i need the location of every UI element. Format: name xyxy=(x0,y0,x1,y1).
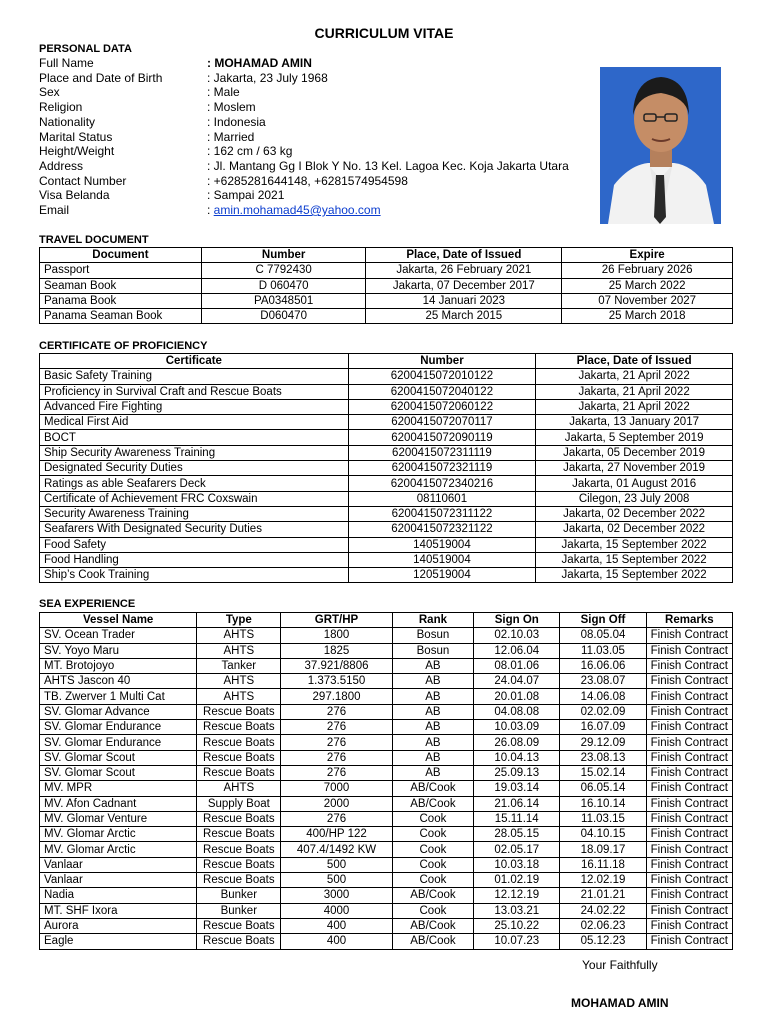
table-cell: Rescue Boats xyxy=(197,873,281,888)
table-cell: Finish Contract xyxy=(646,689,732,704)
table-row xyxy=(40,674,733,689)
table-cell: Finish Contract xyxy=(646,918,732,933)
table-row xyxy=(40,399,733,414)
table-cell: Seaman Book xyxy=(40,278,202,293)
table-cell: 1825 xyxy=(281,643,392,658)
table-cell: 6200415072321119 xyxy=(348,461,536,476)
table-cell: 25.10.22 xyxy=(474,918,560,933)
sea-experience-table xyxy=(39,612,733,950)
table-cell: 6200415072321122 xyxy=(348,522,536,537)
field-value: : Jl. Mantang Gg I Blok Y No. 13 Kel. Lagoa Kec. Koja Jakarta Utara xyxy=(207,158,569,173)
table-cell: Finish Contract xyxy=(646,704,732,719)
table-cell: Jakarta, 07 December 2017 xyxy=(366,278,562,293)
field-value: : 162 cm / 63 kg xyxy=(207,144,293,159)
table-cell: 11.03.05 xyxy=(560,643,646,658)
table-cell: 06.05.14 xyxy=(560,781,646,796)
table-cell: 21.06.14 xyxy=(474,796,560,811)
table-row xyxy=(40,476,733,491)
table-cell: 12.06.04 xyxy=(474,643,560,658)
table-cell: SV. Glomar Endurance xyxy=(40,735,197,750)
table-cell: Vanlaar xyxy=(40,873,197,888)
table-cell: Finish Contract xyxy=(646,796,732,811)
table-cell: 02.06.23 xyxy=(560,918,646,933)
table-cell: 140519004 xyxy=(348,552,536,567)
table-cell: Rescue Boats xyxy=(197,934,281,949)
table-cell: 297.1800 xyxy=(281,689,392,704)
table-cell: Finish Contract xyxy=(646,750,732,765)
table-cell: 16.10.14 xyxy=(560,796,646,811)
table-row xyxy=(40,552,733,567)
table-cell: Rescue Boats xyxy=(197,765,281,780)
table-cell: Rescue Boats xyxy=(197,842,281,857)
table-cell: 04.08.08 xyxy=(474,704,560,719)
table-cell: 24.02.22 xyxy=(560,903,646,918)
table-row xyxy=(40,934,733,949)
table-cell: AB/Cook xyxy=(392,888,473,903)
table-row xyxy=(40,506,733,521)
table-cell: 25.09.13 xyxy=(474,765,560,780)
table-cell: MV. Afon Cadnant xyxy=(40,796,197,811)
field-value: : Jakarta, 23 July 1968 xyxy=(207,70,328,85)
table-cell: 1.373.5150 xyxy=(281,674,392,689)
table-cell: Jakarta, 02 December 2022 xyxy=(536,522,733,537)
table-cell: Basic Safety Training xyxy=(40,369,349,384)
table-cell: AB/Cook xyxy=(392,781,473,796)
table-cell: Finish Contract xyxy=(646,934,732,949)
table-cell: Rescue Boats xyxy=(197,750,281,765)
table-cell: Rescue Boats xyxy=(197,857,281,872)
table-cell: Rescue Boats xyxy=(197,811,281,826)
table-cell: Finish Contract xyxy=(646,811,732,826)
column-header: Remarks xyxy=(646,613,732,628)
table-cell: 08.01.06 xyxy=(474,658,560,673)
table-cell: 25 March 2022 xyxy=(562,278,733,293)
table-cell: 10.04.13 xyxy=(474,750,560,765)
table-cell: Jakarta, 02 December 2022 xyxy=(536,506,733,521)
table-cell: Medical First Aid xyxy=(40,415,349,430)
table-cell: Panama Seaman Book xyxy=(40,309,202,324)
table-row xyxy=(40,293,733,308)
table-cell: Jakarta, 15 September 2022 xyxy=(536,568,733,583)
table-cell: SV. Ocean Trader xyxy=(40,628,197,643)
table-cell: 10.03.09 xyxy=(474,720,560,735)
table-row xyxy=(40,658,733,673)
table-cell: SV. Glomar Advance xyxy=(40,704,197,719)
table-cell: 3000 xyxy=(281,888,392,903)
table-cell: Bosun xyxy=(392,643,473,658)
table-row xyxy=(40,415,733,430)
table-cell: AHTS xyxy=(197,689,281,704)
table-row xyxy=(40,735,733,750)
table-cell: BOCT xyxy=(40,430,349,445)
field-value: : Male xyxy=(207,85,240,100)
table-cell: 20.01.08 xyxy=(474,689,560,704)
table-cell: Finish Contract xyxy=(646,842,732,857)
table-cell: SV. Glomar Endurance xyxy=(40,720,197,735)
table-cell: Certificate of Achievement FRC Coxswain xyxy=(40,491,349,506)
table-cell: 07 November 2027 xyxy=(562,293,733,308)
table-cell: AB xyxy=(392,689,473,704)
table-cell: 2000 xyxy=(281,796,392,811)
column-header: Place, Date of Issued xyxy=(536,354,733,369)
table-cell: Ship Security Awareness Training xyxy=(40,445,349,460)
table-cell: Proficiency in Survival Craft and Rescue Boats xyxy=(40,384,349,399)
signature-name: MOHAMAD AMIN xyxy=(571,996,669,1010)
table-cell: Cook xyxy=(392,857,473,872)
table-cell: SV. Yoyo Maru xyxy=(40,643,197,658)
table-cell: 26.08.09 xyxy=(474,735,560,750)
column-header: Document xyxy=(40,248,202,263)
table-cell: Panama Book xyxy=(40,293,202,308)
table-cell: 10.03.18 xyxy=(474,857,560,872)
table-cell: AB xyxy=(392,658,473,673)
table-header-row xyxy=(40,248,733,263)
table-cell: Food Safety xyxy=(40,537,349,552)
sea-experience-heading: SEA EXPERIENCE xyxy=(39,598,136,610)
table-cell: Vanlaar xyxy=(40,857,197,872)
table-cell: Tanker xyxy=(197,658,281,673)
table-cell: 02.02.09 xyxy=(560,704,646,719)
table-cell: Jakarta, 21 April 2022 xyxy=(536,399,733,414)
table-cell: Ratings as able Seafarers Deck xyxy=(40,476,349,491)
table-cell: 37.921/8806 xyxy=(281,658,392,673)
table-cell: 02.05.17 xyxy=(474,842,560,857)
table-cell: 23.08.07 xyxy=(560,674,646,689)
table-cell: 29.12.09 xyxy=(560,735,646,750)
table-row xyxy=(40,888,733,903)
table-cell: 500 xyxy=(281,873,392,888)
table-cell: Bosun xyxy=(392,628,473,643)
table-cell: 140519004 xyxy=(348,537,536,552)
table-cell: 276 xyxy=(281,720,392,735)
table-cell: AB xyxy=(392,704,473,719)
table-cell: Bunker xyxy=(197,903,281,918)
table-cell: 276 xyxy=(281,735,392,750)
field-label: Visa Belanda xyxy=(39,188,110,203)
table-cell: MV. Glomar Venture xyxy=(40,811,197,826)
table-cell: 276 xyxy=(281,811,392,826)
table-cell: TB. Zwerver 1 Multi Cat xyxy=(40,689,197,704)
table-cell: Advanced Fire Fighting xyxy=(40,399,349,414)
table-cell: 4000 xyxy=(281,903,392,918)
table-row xyxy=(40,689,733,704)
table-cell: Jakarta, 26 February 2021 xyxy=(366,263,562,278)
table-cell: Designated Security Duties xyxy=(40,461,349,476)
table-row xyxy=(40,445,733,460)
table-cell: Rescue Boats xyxy=(197,918,281,933)
table-cell: AHTS xyxy=(197,674,281,689)
table-cell: 25 March 2018 xyxy=(562,309,733,324)
table-cell: 120519004 xyxy=(348,568,536,583)
email-link[interactable]: amin.mohamad45@yahoo.com xyxy=(213,203,381,217)
table-row xyxy=(40,491,733,506)
table-cell: SV. Glomar Scout xyxy=(40,765,197,780)
table-cell: Jakarta, 05 December 2019 xyxy=(536,445,733,460)
table-cell: Finish Contract xyxy=(646,720,732,735)
table-cell: Rescue Boats xyxy=(197,735,281,750)
table-header-row xyxy=(40,354,733,369)
table-cell: 400/HP 122 xyxy=(281,827,392,842)
table-cell: Rescue Boats xyxy=(197,827,281,842)
table-cell: Jakarta, 15 September 2022 xyxy=(536,552,733,567)
table-cell: Jakarta, 01 August 2016 xyxy=(536,476,733,491)
table-cell: 12.02.19 xyxy=(560,873,646,888)
table-row xyxy=(40,309,733,324)
column-header: Number xyxy=(348,354,536,369)
table-cell: AB/Cook xyxy=(392,796,473,811)
table-cell: D 060470 xyxy=(201,278,366,293)
table-cell: Cook xyxy=(392,811,473,826)
table-cell: Finish Contract xyxy=(646,903,732,918)
table-cell: D060470 xyxy=(201,309,366,324)
document-title: CURRICULUM VITAE xyxy=(314,25,454,41)
table-cell: MT. Brotojoyo xyxy=(40,658,197,673)
field-value: : Married xyxy=(207,129,255,144)
table-cell: Cilegon, 23 July 2008 xyxy=(536,491,733,506)
table-row xyxy=(40,842,733,857)
column-header: Rank xyxy=(392,613,473,628)
table-row xyxy=(40,384,733,399)
table-cell: 18.09.17 xyxy=(560,842,646,857)
table-row xyxy=(40,857,733,872)
table-cell: 08110601 xyxy=(348,491,536,506)
table-cell: MV. MPR xyxy=(40,781,197,796)
column-header: Type xyxy=(197,613,281,628)
table-cell: Food Handling xyxy=(40,552,349,567)
table-cell: 6200415072070117 xyxy=(348,415,536,430)
table-cell: Cook xyxy=(392,842,473,857)
table-cell: 15.02.14 xyxy=(560,765,646,780)
column-header: Vessel Name xyxy=(40,613,197,628)
table-cell: 400 xyxy=(281,934,392,949)
table-cell: 08.05.04 xyxy=(560,628,646,643)
table-cell: 14 Januari 2023 xyxy=(366,293,562,308)
column-header: Sign Off xyxy=(560,613,646,628)
table-row xyxy=(40,720,733,735)
table-cell: AB xyxy=(392,674,473,689)
table-cell: MV. Glomar Arctic xyxy=(40,827,197,842)
table-cell: Finish Contract xyxy=(646,781,732,796)
table-cell: 26 February 2026 xyxy=(562,263,733,278)
table-cell: Eagle xyxy=(40,934,197,949)
field-label: Address xyxy=(39,158,84,173)
table-cell: 7000 xyxy=(281,781,392,796)
table-cell: Rescue Boats xyxy=(197,704,281,719)
table-row xyxy=(40,811,733,826)
table-row xyxy=(40,369,733,384)
travel-document-heading: TRAVEL DOCUMENT xyxy=(39,234,149,246)
table-cell: 05.12.23 xyxy=(560,934,646,949)
table-cell: 21.01.21 xyxy=(560,888,646,903)
table-cell: 10.07.23 xyxy=(474,934,560,949)
table-row xyxy=(40,461,733,476)
table-cell: Security Awareness Training xyxy=(40,506,349,521)
table-cell: 16.11.18 xyxy=(560,857,646,872)
table-cell: 6200415072311122 xyxy=(348,506,536,521)
field-label: Religion xyxy=(39,100,83,115)
table-cell: Finish Contract xyxy=(646,643,732,658)
table-cell: AB/Cook xyxy=(392,918,473,933)
certificate-heading: CERTIFICATE OF PROFICIENCY xyxy=(39,340,208,352)
field-label: Nationality xyxy=(39,114,96,129)
table-cell: 276 xyxy=(281,704,392,719)
table-cell: SV. Glomar Scout xyxy=(40,750,197,765)
table-row xyxy=(40,781,733,796)
table-row xyxy=(40,796,733,811)
table-cell: AB/Cook xyxy=(392,934,473,949)
column-header: Number xyxy=(201,248,366,263)
table-cell: 25 March 2015 xyxy=(366,309,562,324)
table-cell: 400 xyxy=(281,918,392,933)
table-cell: MV. Glomar Arctic xyxy=(40,842,197,857)
table-cell: 24.04.07 xyxy=(474,674,560,689)
table-header-row xyxy=(40,613,733,628)
field-value: : Moslem xyxy=(207,100,256,115)
table-cell: 01.02.19 xyxy=(474,873,560,888)
field-label: Sex xyxy=(39,85,60,100)
table-cell: Finish Contract xyxy=(646,827,732,842)
table-cell: Finish Contract xyxy=(646,765,732,780)
email-value xyxy=(207,203,381,218)
column-header: Sign On xyxy=(474,613,560,628)
table-cell: 500 xyxy=(281,857,392,872)
table-row xyxy=(40,765,733,780)
table-cell: AHTS Jascon 40 xyxy=(40,674,197,689)
table-cell: Supply Boat xyxy=(197,796,281,811)
column-header: GRT/HP xyxy=(281,613,392,628)
table-cell: Cook xyxy=(392,873,473,888)
table-cell: MT. SHF Ixora xyxy=(40,903,197,918)
table-row xyxy=(40,522,733,537)
table-cell: Jakarta, 13 January 2017 xyxy=(536,415,733,430)
table-cell: Jakarta, 21 April 2022 xyxy=(536,384,733,399)
column-header: Certificate xyxy=(40,354,349,369)
table-cell: 6200415072311119 xyxy=(348,445,536,460)
table-cell: 16.07.09 xyxy=(560,720,646,735)
email-label: Email xyxy=(39,203,70,217)
table-row xyxy=(40,643,733,658)
table-cell: Jakarta, 5 September 2019 xyxy=(536,430,733,445)
closing-text: Your Faithfully xyxy=(582,958,658,972)
profile-photo xyxy=(600,67,721,224)
field-value: : Sampai 2021 xyxy=(207,188,285,203)
table-cell: C 7792430 xyxy=(201,263,366,278)
table-cell: 23.08.13 xyxy=(560,750,646,765)
table-cell: 14.06.08 xyxy=(560,689,646,704)
table-row xyxy=(40,278,733,293)
table-cell: Finish Contract xyxy=(646,735,732,750)
field-value: : +6285281644148, +6281574954598 xyxy=(207,173,408,188)
table-row xyxy=(40,537,733,552)
table-cell: AHTS xyxy=(197,628,281,643)
table-cell: AB xyxy=(392,750,473,765)
travel-document-table xyxy=(39,247,733,324)
table-cell: Seafarers With Designated Security Duties xyxy=(40,522,349,537)
table-cell: AHTS xyxy=(197,643,281,658)
table-cell: Bunker xyxy=(197,888,281,903)
table-cell: AHTS xyxy=(197,781,281,796)
table-cell: 276 xyxy=(281,765,392,780)
table-cell: 02.10.03 xyxy=(474,628,560,643)
table-cell: Cook xyxy=(392,903,473,918)
table-cell: Finish Contract xyxy=(646,888,732,903)
table-cell: 6200415072090119 xyxy=(348,430,536,445)
table-cell: 6200415072010122 xyxy=(348,369,536,384)
column-header: Place, Date of Issued xyxy=(366,248,562,263)
table-row xyxy=(40,568,733,583)
table-cell: 12.12.19 xyxy=(474,888,560,903)
table-row xyxy=(40,918,733,933)
table-cell: AB xyxy=(392,720,473,735)
table-cell: Finish Contract xyxy=(646,628,732,643)
table-row xyxy=(40,873,733,888)
table-row xyxy=(40,704,733,719)
table-cell: 16.06.06 xyxy=(560,658,646,673)
field-label: Place and Date of Birth xyxy=(39,70,163,85)
personal-data-heading: PERSONAL DATA xyxy=(39,43,132,55)
field-value: : Indonesia xyxy=(207,114,266,129)
table-cell: 15.11.14 xyxy=(474,811,560,826)
field-label: Marital Status xyxy=(39,129,113,144)
table-cell: AB xyxy=(392,735,473,750)
table-cell: 6200415072340216 xyxy=(348,476,536,491)
certificate-table xyxy=(39,353,733,583)
table-cell: PA0348501 xyxy=(201,293,366,308)
table-cell: Aurora xyxy=(40,918,197,933)
table-cell: Finish Contract xyxy=(646,857,732,872)
field-label: Full Name xyxy=(39,56,94,70)
table-row xyxy=(40,903,733,918)
table-row xyxy=(40,430,733,445)
table-row xyxy=(40,750,733,765)
table-cell: Finish Contract xyxy=(646,674,732,689)
table-cell: Nadia xyxy=(40,888,197,903)
table-row xyxy=(40,263,733,278)
table-cell: 19.03.14 xyxy=(474,781,560,796)
field-label: Contact Number xyxy=(39,173,127,188)
table-cell: 6200415072060122 xyxy=(348,399,536,414)
table-cell: Jakarta, 27 November 2019 xyxy=(536,461,733,476)
table-cell: 11.03.15 xyxy=(560,811,646,826)
table-cell: Finish Contract xyxy=(646,658,732,673)
table-cell: Rescue Boats xyxy=(197,720,281,735)
email-prefix: : xyxy=(207,203,214,217)
field-label: Height/Weight xyxy=(39,144,115,159)
table-cell: Finish Contract xyxy=(646,873,732,888)
field-value: : MOHAMAD AMIN xyxy=(207,56,312,70)
table-cell: Passport xyxy=(40,263,202,278)
table-cell: Jakarta, 21 April 2022 xyxy=(536,369,733,384)
table-cell: Jakarta, 15 September 2022 xyxy=(536,537,733,552)
table-cell: Cook xyxy=(392,827,473,842)
table-cell: 1800 xyxy=(281,628,392,643)
table-row xyxy=(40,827,733,842)
table-cell: 13.03.21 xyxy=(474,903,560,918)
table-cell: 407.4/1492 KW xyxy=(281,842,392,857)
column-header: Expire xyxy=(562,248,733,263)
table-cell: 276 xyxy=(281,750,392,765)
table-cell: Ship’s Cook Training xyxy=(40,568,349,583)
table-row xyxy=(40,628,733,643)
table-cell: AB xyxy=(392,765,473,780)
table-cell: 28.05.15 xyxy=(474,827,560,842)
table-cell: 04.10.15 xyxy=(560,827,646,842)
table-cell: 6200415072040122 xyxy=(348,384,536,399)
